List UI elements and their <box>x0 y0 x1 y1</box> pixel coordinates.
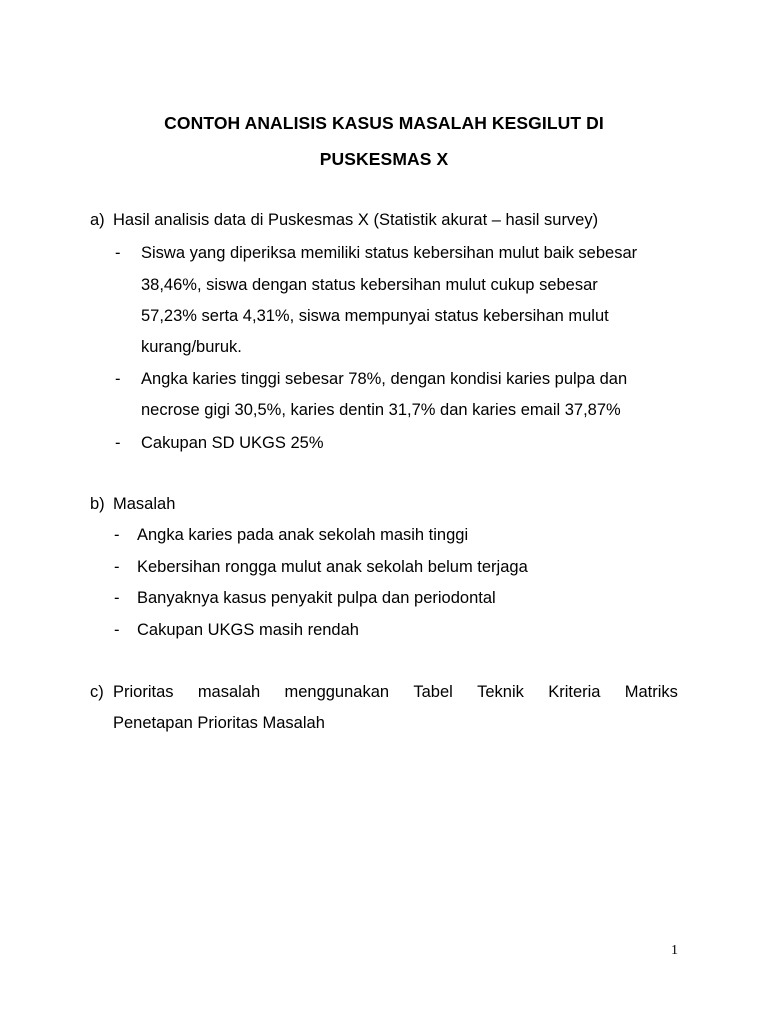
section-b-item-2-dash: - <box>114 558 120 576</box>
section-a-item-1-line-3: 57,23% serta 4,31%, siswa mempunyai status kebersihan mulut <box>141 307 609 325</box>
document-title-line-1: CONTOH ANALISIS KASUS MASALAH KESGILUT DI <box>164 113 604 133</box>
page-number: 1 <box>671 943 678 958</box>
section-a-item-1-dash: - <box>115 244 121 262</box>
section-b-label: b) <box>90 495 105 513</box>
document-title-line-2: PUSKESMAS X <box>319 149 449 169</box>
section-a-label: a) <box>90 211 105 229</box>
section-b-item-3: Banyaknya kasus penyakit pulpa dan periodontal <box>137 589 496 607</box>
section-b-item-4: Cakupan UKGS masih rendah <box>137 621 359 639</box>
section-a-item-1-line-1: Siswa yang diperiksa memiliki status kebersihan mulut baik sebesar <box>141 244 638 262</box>
section-a-item-3-dash: - <box>115 434 121 452</box>
section-b-item-1: Angka karies pada anak sekolah masih tinggi <box>137 526 469 544</box>
section-a-item-1-line-2: 38,46%, siswa dengan status kebersihan mulut cukup sebesar <box>141 276 598 294</box>
section-b-item-2: Kebersihan rongga mulut anak sekolah belum terjaga <box>137 558 528 576</box>
section-c-word: Kriteria <box>548 683 601 701</box>
section-a-item-2-dash: - <box>115 370 121 388</box>
section-a-item-2-line-2: necrose gigi 30,5%, karies dentin 31,7% dan karies email 37,87% <box>141 401 621 419</box>
section-a-heading: Hasil analisis data di Puskesmas X (Statistik akurat – hasil survey) <box>113 211 599 229</box>
section-b-heading: Masalah <box>113 495 176 513</box>
section-c-word: Matriks <box>624 683 678 701</box>
section-a-item-2-line-1: Angka karies tinggi sebesar 78%, dengan kondisi karies pulpa dan <box>141 370 628 388</box>
section-b-item-1-dash: - <box>114 526 120 544</box>
section-b-item-3-dash: - <box>114 589 120 607</box>
section-c-word: Teknik <box>477 683 524 701</box>
section-b-item-4-dash: - <box>114 621 120 639</box>
section-a-item-1-line-4: kurang/buruk. <box>141 338 242 356</box>
section-c-line-1 <box>113 683 678 702</box>
section-c-word: Prioritas <box>113 683 174 701</box>
section-c-word: Tabel <box>413 683 453 701</box>
section-c-line-2: Penetapan Prioritas Masalah <box>113 714 325 732</box>
section-c-word: menggunakan <box>284 683 390 701</box>
section-c-label: c) <box>90 683 104 701</box>
section-c-word: masalah <box>197 683 261 701</box>
section-a-item-3-line-1: Cakupan SD UKGS 25% <box>141 434 324 452</box>
